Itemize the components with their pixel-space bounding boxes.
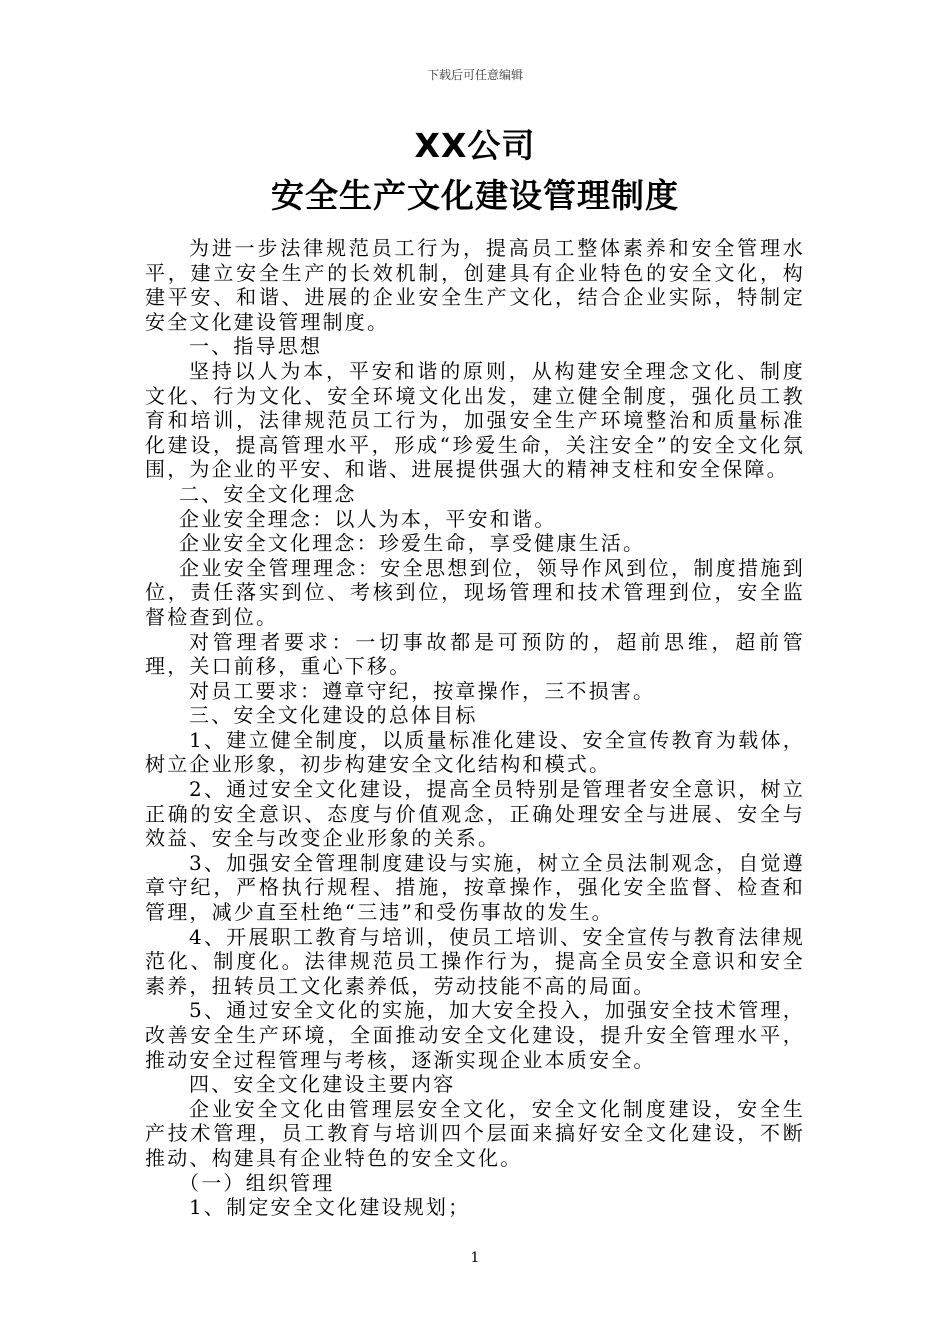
section-heading: 一、指导思想 xyxy=(189,334,323,359)
paragraph: 企业安全管理理念：安全思想到位，领导作风到位，制度措施到位，责任落实到位、考核到位，现场管理和技术管理到位，安全监督检查到位。 xyxy=(145,555,805,629)
list-item: 1、建立健全制度，以质量标准化建设、安全宣传教育为载体，树立企业形象，初步构建安全文化结构和模式。 xyxy=(145,727,805,777)
document-title-company: XX公司 xyxy=(414,126,536,165)
section-heading: 四、安全文化建设主要内容 xyxy=(189,1072,456,1097)
section-heading: 三、安全文化建设的总体目标 xyxy=(189,703,478,728)
section-heading: 二、安全文化理念 xyxy=(179,481,357,506)
list-item: 5、通过安全文化的实施，加大安全投入，加强安全技术管理，改善安全生产环境，全面推动安全文化建设，提升安全管理水平，推动安全过程管理与考核，逐渐实现企业本质安全。 xyxy=(145,998,805,1072)
list-item: 3、加强安全管理制度建设与实施，树立全员法制观念，自觉遵章守纪，严格执行规程、措施，按章操作，强化安全监督、检查和管理，减少直至杜绝“三违”和受伤事故的发生。 xyxy=(145,850,805,925)
list-item: 2、通过安全文化建设，提高全员特别是管理者安全意识，树立正确的安全意识、态度与价值观念，正确处理安全与进展、安全与效益、安全与改变企业形象的关系。 xyxy=(145,777,805,851)
document-title: 安全生产文化建设管理制度 xyxy=(271,176,679,215)
header-note: 下载后可任意编辑 xyxy=(426,68,523,82)
list-item: 4、开展职工教育与培训，使员工培训、安全宣传与教育法律规范化、制度化。法律规范员工操作行为，提高全员安全意识和安全素养，扭转员工文化素养低，劳动技能不高的局面。 xyxy=(145,924,805,998)
document-body xyxy=(145,236,805,1220)
paragraph: 对管理者要求：一切事故都是可预防的，超前思维，超前管理，关口前移，重心下移。 xyxy=(145,629,805,679)
page-number: 1 xyxy=(470,1250,480,1266)
subsection-heading: （一）组织管理 xyxy=(179,1170,335,1195)
paragraph: 对员工要求：遵章守纪，按章操作，三不损害。 xyxy=(189,678,656,703)
paragraph: 企业安全文化由管理层安全文化，安全文化制度建设，安全生产技术管理，员工教育与培训四个层面来搞好安全文化建设，不断推动、构建具有企业特色的安全文化。 xyxy=(145,1096,805,1170)
paragraph: 坚持以人为本，平安和谐的原则，从构建安全理念文化、制度文化、行为文化、安全环境文化出发，建立健全制度，强化员工教育和培训，法律规范员工行为，加强安全生产环境整治和质量标准化建设，提高管理水平，形成“珍爱生命，关注安全”的安全文化氛围，为企业的平安、和谐、进展提供强大的精神支柱和安全保障。 xyxy=(145,358,805,482)
paragraph: 企业安全理念：以人为本，平安和谐。 xyxy=(179,506,557,531)
paragraph: 企业安全文化理念：珍爱生命，享受健康生活。 xyxy=(179,531,646,556)
list-item: 1、制定安全文化建设规划； xyxy=(189,1195,471,1220)
paragraph: 为进一步法律规范员工行为，提高员工整体素养和安全管理水平，建立安全生产的长效机制，创建具有企业特色的安全文化，构建平安、和谐、进展的企业安全生产文化，结合企业实际，特制定安全文化建设管理制度。 xyxy=(145,236,805,334)
